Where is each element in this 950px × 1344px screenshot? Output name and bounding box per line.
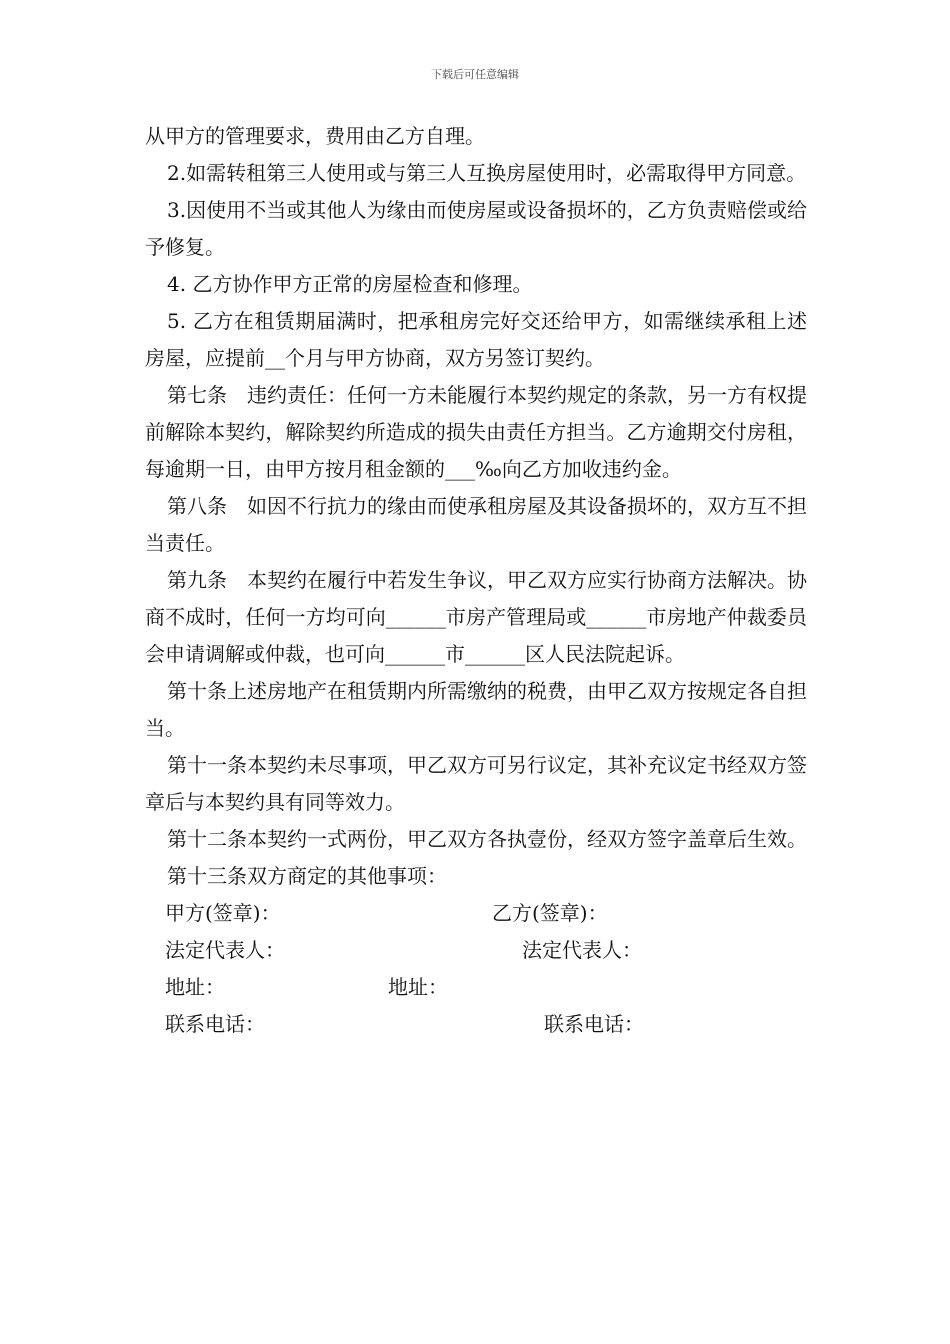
signature-row-address: [145, 969, 807, 1006]
party-b-seal-label: 乙方(签章)：: [492, 901, 608, 925]
party-a-seal-label: 甲方(签章)：: [165, 901, 281, 925]
paragraph-2: 3.因使用不当或其他人为缘由而使房屋或设备损坏的，乙方负责赔偿或给予修复。: [145, 198, 807, 259]
party-a-phone-label: 联系电话：: [165, 1012, 265, 1036]
page-header: 下载后可任意编辑: [431, 68, 519, 81]
paragraph-0: 从甲方的管理要求，费用由乙方自理。: [145, 124, 485, 148]
signature-row-party: [145, 895, 807, 932]
party-b-representative-label: 法定代表人：: [522, 938, 642, 962]
article-10: 第十条上述房地产在租赁期内所需缴纳的税费，由甲乙双方按规定各自担当。: [145, 679, 807, 740]
article-7: 第七条 违约责任：任何一方未能履行本契约规定的条款，另一方有权提前解除本契约，解除契约所造成的损失由责任方担当。乙方逾期交付房租，每逾期一日，由甲方按月租金额的___‰向乙方加收违约金。: [145, 383, 807, 481]
article-13: 第十三条双方商定的其他事项：: [167, 864, 447, 888]
paragraph-1: 2.如需转租第三人使用或与第三人互换房屋使用时，必需取得甲方同意。: [167, 161, 807, 185]
signature-row-representative: [145, 932, 807, 969]
signature-block: [145, 895, 807, 1043]
party-a-address-label: 地址：: [165, 975, 225, 999]
paragraph-4: 5. 乙方在租赁期届满时，把承租房完好交还给甲方，如需继续承租上述房屋，应提前__个月与甲方协商，双方另签订契约。: [145, 309, 807, 370]
document-body: [145, 118, 807, 1043]
article-11: 第十一条本契约未尽事项，甲乙双方可另行议定，其补充议定书经双方签章后与本契约具有同等效力。: [145, 753, 807, 814]
article-12: 第十二条本契约一式两份，甲乙双方各执壹份，经双方签字盖章后生效。: [167, 827, 807, 851]
party-a-representative-label: 法定代表人：: [165, 938, 285, 962]
article-9: 第九条 本契约在履行中若发生争议，甲乙双方应实行协商方法解决。协商不成时，任何一方均可向______市房产管理局或______市房地产仲裁委员会申请调解或仲裁，也可向______市______区人民法院起诉。: [145, 568, 807, 666]
signature-row-phone: [145, 1006, 807, 1043]
party-b-address-label: 地址：: [388, 975, 448, 999]
article-8: 第八条 如因不行抗力的缘由而使承租房屋及其设备损坏的，双方互不担当责任。: [145, 494, 807, 555]
party-b-phone-label: 联系电话：: [544, 1012, 644, 1036]
paragraph-3: 4. 乙方协作甲方正常的房屋检查和修理。: [167, 272, 533, 296]
